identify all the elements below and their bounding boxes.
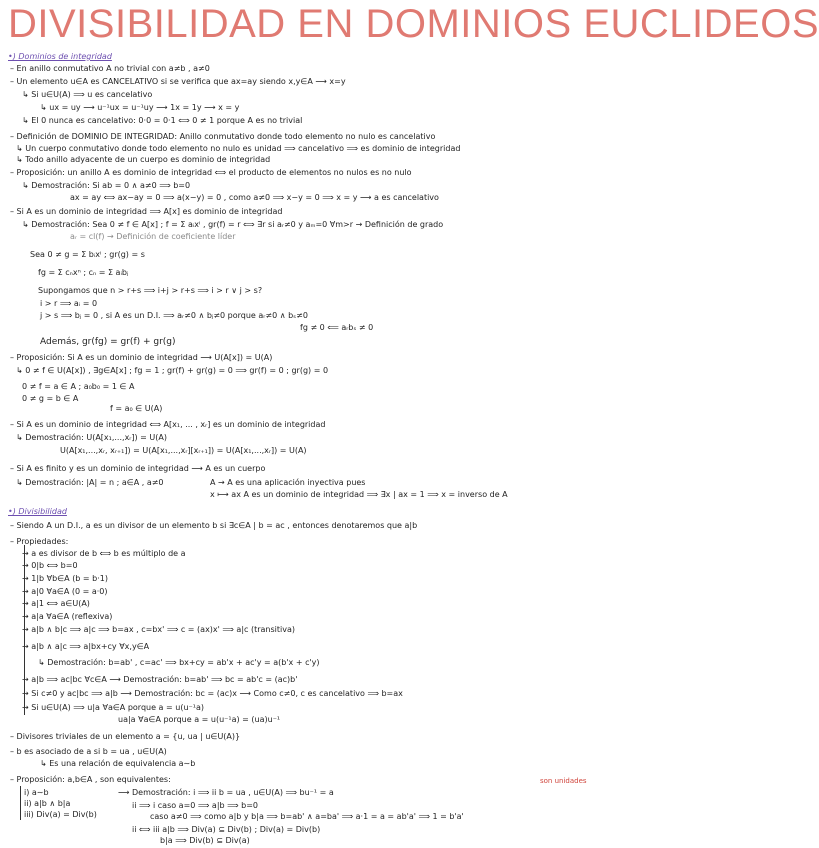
text-line: ↳ Demostración: |A| = n ; a∈A , a≠0 <box>16 478 164 487</box>
text-line: – Proposición: un anillo A es dominio de integridad ⟺ el producto de elementos no nulos es no nulo <box>10 168 412 177</box>
text-line: → a|b ∧ a|c ⟹ a|bx+cy ∀x,y∈A <box>22 642 150 651</box>
text-line: – Un elemento u∈A es CANCELATIVO si se verifica que ax=ay siendo x,y∈A ⟶ x=y <box>10 77 346 86</box>
text-line: fg = Σ cₙxⁿ ; cₙ = Σ aᵢbⱼ <box>38 268 129 277</box>
text-line: → 0|b ⟺ b=0 <box>22 561 78 570</box>
text-line: Además, gr(fg) = gr(f) + gr(g) <box>40 337 176 347</box>
text-line: – Divisores triviales de un elemento a = {u, ua | u∈U(A)} <box>10 732 241 741</box>
text-line: ↳ El 0 nunca es cancelativo: 0·0 = 0·1 ⟺ 0 ≠ 1 porque A es no trivial <box>22 116 303 125</box>
text-line: fg ≠ 0 ⟸ aᵣbₛ ≠ 0 <box>300 323 374 332</box>
text-line: ↳ Un cuerpo conmutativo donde todo elemento no nulo es unidad ⟹ cancelativo ⟹ es dominio de integridad <box>16 144 461 153</box>
text-line: Sea 0 ≠ g = Σ bᵢxⁱ ; gr(g) = s <box>30 250 145 259</box>
section-heading-integral-domains: •) Dominios de integridad <box>8 52 112 61</box>
text-line: iii) Div(a) = Div(b) <box>24 810 97 819</box>
bracket-divider <box>24 545 25 715</box>
text-line: ↳ Demostración: Sea 0 ≠ f ∈ A[x] ; f = Σ aᵢxⁱ , gr(f) = r ⟺ ∃r si aᵣ≠0 y aₘ=0 ∀m>r → Definición de grado <box>22 220 444 229</box>
text-line: ↳ Es una relación de equivalencia a∼b <box>40 759 196 768</box>
text-line: → a|a ∀a∈A (reflexiva) <box>22 612 113 621</box>
text-line: ↳ Demostración: b=ab' , c=ac' ⟹ bx+cy = ab'x + ac'y = a(b'x + c'y) <box>38 658 320 667</box>
page-title: DIVISIBILIDAD EN DOMINIOS EUCLIDEOS <box>8 2 819 46</box>
text-line: U(A[x₁,...,xᵣ, xᵣ₊₁]) = U(A[x₁,...,xᵣ][xᵣ₊₁]) = U(A[x₁,...,xᵣ]) = U(A) <box>60 446 307 455</box>
text-line: – Si A es un dominio de integridad ⟺ A[x₁, ... , xᵣ] es un dominio de integridad <box>10 420 326 429</box>
text-line: → a es divisor de b ⟺ b es múltiplo de a <box>22 549 186 558</box>
text-line: → Si u∈U(A) ⟹ u|a ∀a∈A porque a = u(u⁻¹a) <box>22 703 204 712</box>
text-line: caso a≠0 ⟹ como a|b y b|a ⟹ b=ab' ∧ a=ba' ⟹ a·1 = a = ab'a' ⟹ 1 = b'a' <box>150 812 464 821</box>
text-line: A → A es una aplicación inyectiva pues <box>210 478 366 487</box>
text-line: – Definición de DOMINIO DE INTEGRIDAD: Anillo conmutativo donde todo elemento no nulo es cancelativo <box>10 132 436 141</box>
text-line: x ⟼ ax A es un dominio de integridad ⟹ ∃x | ax = 1 ⟹ x = inverso de A <box>210 490 508 499</box>
text-line: i > r ⟹ aᵢ = 0 <box>40 299 98 308</box>
text-line: f = a₀ ∈ U(A) <box>110 404 163 413</box>
text-line: → a|0 ∀a∈A (0 = a·0) <box>22 587 108 596</box>
text-line: ↳ Todo anillo adyacente de un cuerpo es dominio de integridad <box>16 155 271 164</box>
text-line: ua|a ∀a∈A porque a = u(u⁻¹a) = (ua)u⁻¹ <box>118 715 281 724</box>
text-line: ↳ 0 ≠ f ∈ U(A[x]) , ∃g∈A[x] ; fg = 1 ; gr(f) + gr(g) = 0 ⟹ gr(f) = 0 ; gr(g) = 0 <box>16 366 329 375</box>
annotation-units: son unidades <box>540 777 587 785</box>
text-line: – Proposición: Si A es un dominio de integridad ⟶ U(A[x]) = U(A) <box>10 353 273 362</box>
text-line: ⟶ Demostración: i ⟹ ii b = ua , u∈U(A) ⟹ bu⁻¹ = a <box>118 788 334 797</box>
text-line: – Propiedades: <box>10 537 69 546</box>
text-line: aᵣ = cl(f) → Definición de coeficiente líder <box>70 232 236 241</box>
text-line: 0 ≠ f = a ∈ A ; a₀b₀ = 1 ∈ A <box>22 382 135 391</box>
text-line: 0 ≠ g = b ∈ A <box>22 394 79 403</box>
text-line: ↳ Demostración: U(A[x₁,...,xᵣ]) = U(A) <box>16 433 167 442</box>
text-line: j > s ⟹ bⱼ = 0 , si A es un D.I. ⟹ aᵣ≠0 ∧ bⱼ≠0 porque aᵣ≠0 ∧ bₛ≠0 <box>40 311 308 320</box>
text-line: – b es asociado de a si b = ua , u∈U(A) <box>10 747 167 756</box>
bracket-divider <box>20 786 21 820</box>
text-line: ii) a|b ∧ b|a <box>24 799 71 808</box>
text-line: ↳ ux = uy ⟶ u⁻¹ux = u⁻¹uy ⟶ 1x = 1y ⟶ x = y <box>40 103 240 112</box>
text-line: ax = ay ⟺ ax−ay = 0 ⟹ a(x−y) = 0 , como a≠0 ⟹ x−y = 0 ⟹ x = y ⟶ a es cancelativo <box>70 193 439 202</box>
text-line: ↳ Si u∈U(A) ⟹ u es cancelativo <box>22 90 153 99</box>
text-line: ii ⟺ iii a|b ⟹ Div(a) ⊆ Div(b) ; Div(a) = Div(b) <box>132 825 321 834</box>
text-line: i) a∼b <box>24 788 49 797</box>
text-line: → Si c≠0 y ac|bc ⟹ a|b ⟶ Demostración: bc = (ac)x ⟶ Como c≠0, c es cancelativo ⟹ b=ax <box>22 689 403 698</box>
text-line: b|a ⟹ Div(b) ⊆ Div(a) <box>160 836 250 845</box>
text-line: Supongamos que n > r+s ⟹ i+j > r+s ⟹ i > r ∨ j > s? <box>38 286 263 295</box>
text-line: – Si A es finito y es un dominio de integridad ⟶ A es un cuerpo <box>10 464 266 473</box>
text-line: → a|b ∧ b|c ⟹ a|c ⟹ b=ax , c=bx' ⟹ c = (ax)x' ⟹ a|c (transitiva) <box>22 625 295 634</box>
text-line: – Proposición: a,b∈A , son equivalentes: <box>10 775 171 784</box>
text-line: ii ⟹ i caso a=0 ⟹ a|b ⟹ b=0 <box>132 801 259 810</box>
text-line: – Siendo A un D.I., a es un divisor de un elemento b si ∃c∈A | b = ac , entonces denotaremos que a|b <box>10 521 418 530</box>
text-line: ↳ Demostración: Si ab = 0 ∧ a≠0 ⟹ b=0 <box>22 181 191 190</box>
text-line: → a|1 ⟺ a∈U(A) <box>22 599 90 608</box>
text-line: – En anillo conmutativo A no trivial con a≠b , a≠0 <box>10 64 210 73</box>
text-line: – Si A es un dominio de integridad ⟹ A[x] es dominio de integridad <box>10 207 283 216</box>
text-line: → a|b ⟹ ac|bc ∀c∈A ⟶ Demostración: b=ab' ⟹ bc = ab'c = (ac)b' <box>22 675 298 684</box>
section-heading-divisibility: •) Divisibilidad <box>8 507 67 516</box>
text-line: → 1|b ∀b∈A (b = b·1) <box>22 574 109 583</box>
